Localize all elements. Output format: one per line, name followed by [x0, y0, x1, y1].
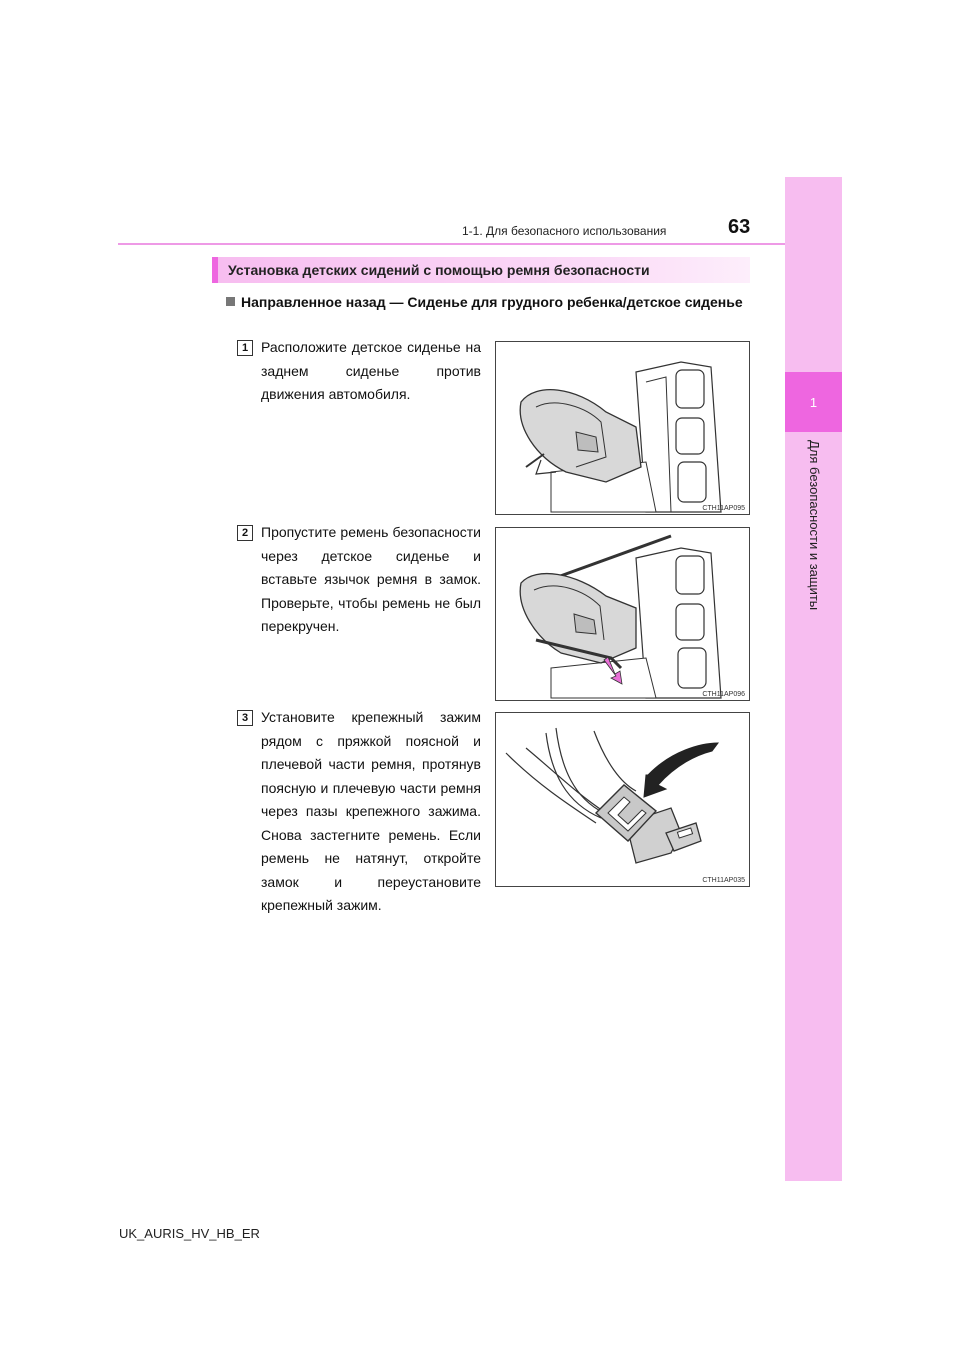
step-text-3: Установите крепежный зажим рядом с пряжкой поясной и плечевой части ремня, протянув поясную и плечевую части ремня через пазы крепежного зажима. Снова застегните ремень. Если ремень не натянут, откройте замок и переустановите крепежный зажим. [261, 709, 481, 913]
step-number-3: 3 [237, 710, 253, 726]
document-code: UK_AURIS_HV_HB_ER [119, 1226, 260, 1241]
figure-code-1: CTH11AP095 [702, 505, 745, 512]
seatbelt-routing-illustration [496, 528, 749, 700]
running-head: 1-1. Для безопасного использования [462, 224, 667, 238]
locking-clip-illustration [496, 713, 749, 886]
section-title: Установка детских сидений с помощью ремня безопасности [228, 262, 650, 278]
subsection-heading-text: Направленное назад — Сиденье для грудного ребенка/детское сиденье [241, 294, 743, 310]
section-title-bar [212, 257, 750, 283]
step-number-1: 1 [237, 340, 253, 356]
page-number: 63 [728, 216, 751, 238]
figure-seatbelt-routing [495, 527, 750, 701]
step-text-2: Пропустите ремень безопасности через детское сиденье и вставьте язычок ремня в замок. Проверьте, чтобы ремень не был перекручен. [261, 524, 481, 634]
chapter-number-tab: 1 [785, 372, 842, 432]
figure-code-3: CTH11AP035 [702, 877, 745, 884]
step-number-2: 2 [237, 525, 253, 541]
subsection-heading [226, 291, 746, 313]
step-text-1: Расположите детское сиденье на заднем сиденье против движения автомобиля. [261, 339, 481, 402]
figure-child-seat-placement [495, 341, 750, 515]
figure-code-2: CTH11AP096 [702, 691, 745, 698]
figure-locking-clip [495, 712, 750, 887]
rear-seat-child-seat-illustration [496, 342, 749, 514]
chapter-title-vertical: Для безопасности и защиты [807, 440, 822, 611]
chapter-side-tab [785, 177, 842, 1181]
square-bullet-icon [226, 297, 235, 306]
header-rule [118, 243, 785, 245]
